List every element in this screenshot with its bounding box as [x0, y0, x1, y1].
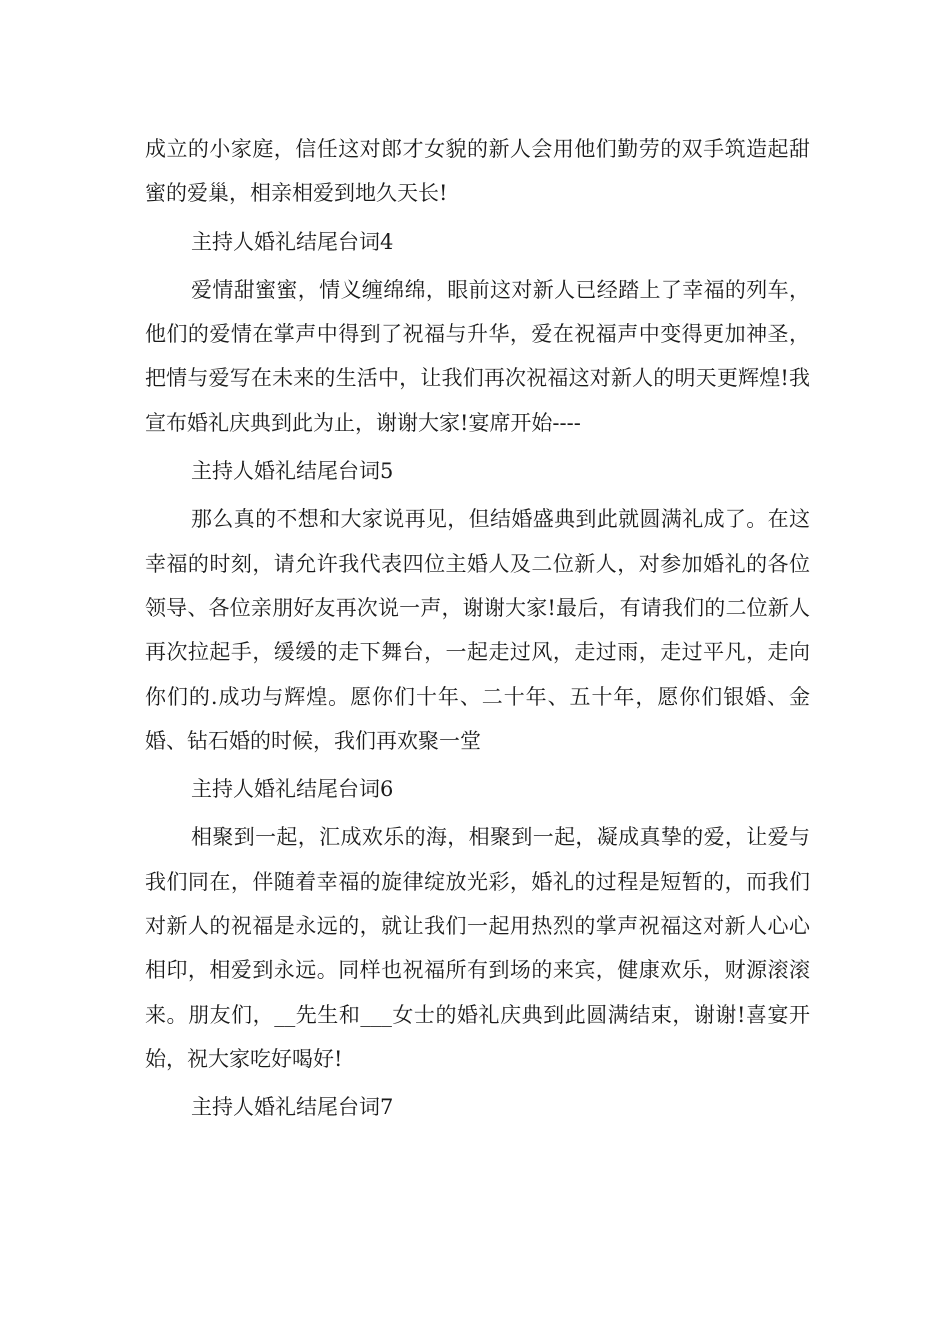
section-heading-5: 主持人婚礼结尾台词5	[191, 459, 394, 484]
paragraph-6: 相聚到一起，汇成欢乐的海，相聚到一起，凝成真挚的爱，让爱与我们同在，伴随着幸福的旋律绽放光彩，婚礼的过程是短暂的，而我们对新人的祝福是永远的，就让我们一起用热烈的掌声祝福这对新人心心相印，相爱到永远。同样也祝福所有到场的来宾，健康欢乐，财源滚滚来。朋友们，__先生和___女士的婚礼庆典到此圆满结束，谢谢!喜宴开始，祝大家吃好喝好!	[145, 825, 810, 1071]
section-heading-7: 主持人婚礼结尾台词7	[191, 1095, 394, 1120]
paragraph-4: 爱情甜蜜蜜，情义缠绵绵，眼前这对新人已经踏上了幸福的列车，他们的爱情在掌声中得到了祝福与升华，爱在祝福声中变得更加神圣，把情与爱写在未来的生活中，让我们再次祝福这对新人的明天更辉煌!我宣布婚礼庆典到此为止，谢谢大家!宴席开始----	[145, 277, 810, 435]
paragraph-continuation: 成立的小家庭，信任这对郎才女貌的新人会用他们勤劳的双手筑造起甜蜜的爱巢，相亲相爱到地久天长!	[145, 137, 810, 206]
document-body	[145, 127, 810, 1130]
section-heading-6: 主持人婚礼结尾台词6	[191, 777, 394, 802]
paragraph-5: 那么真的不想和大家说再见，但结婚盛典到此就圆满礼成了。在这幸福的时刻，请允许我代表四位主婚人及二位新人，对参加婚礼的各位领导、各位亲朋好友再次说一声，谢谢大家!最后，有请我们的二位新人再次拉起手，缓缓的走下舞台，一起走过风，走过雨，走过平凡，走向你们的.成功与辉煌。愿你们十年、二十年、五十年，愿你们银婚、金婚、钻石婚的时候，我们再欢聚一堂	[145, 507, 810, 753]
section-heading-4: 主持人婚礼结尾台词4	[191, 229, 394, 254]
